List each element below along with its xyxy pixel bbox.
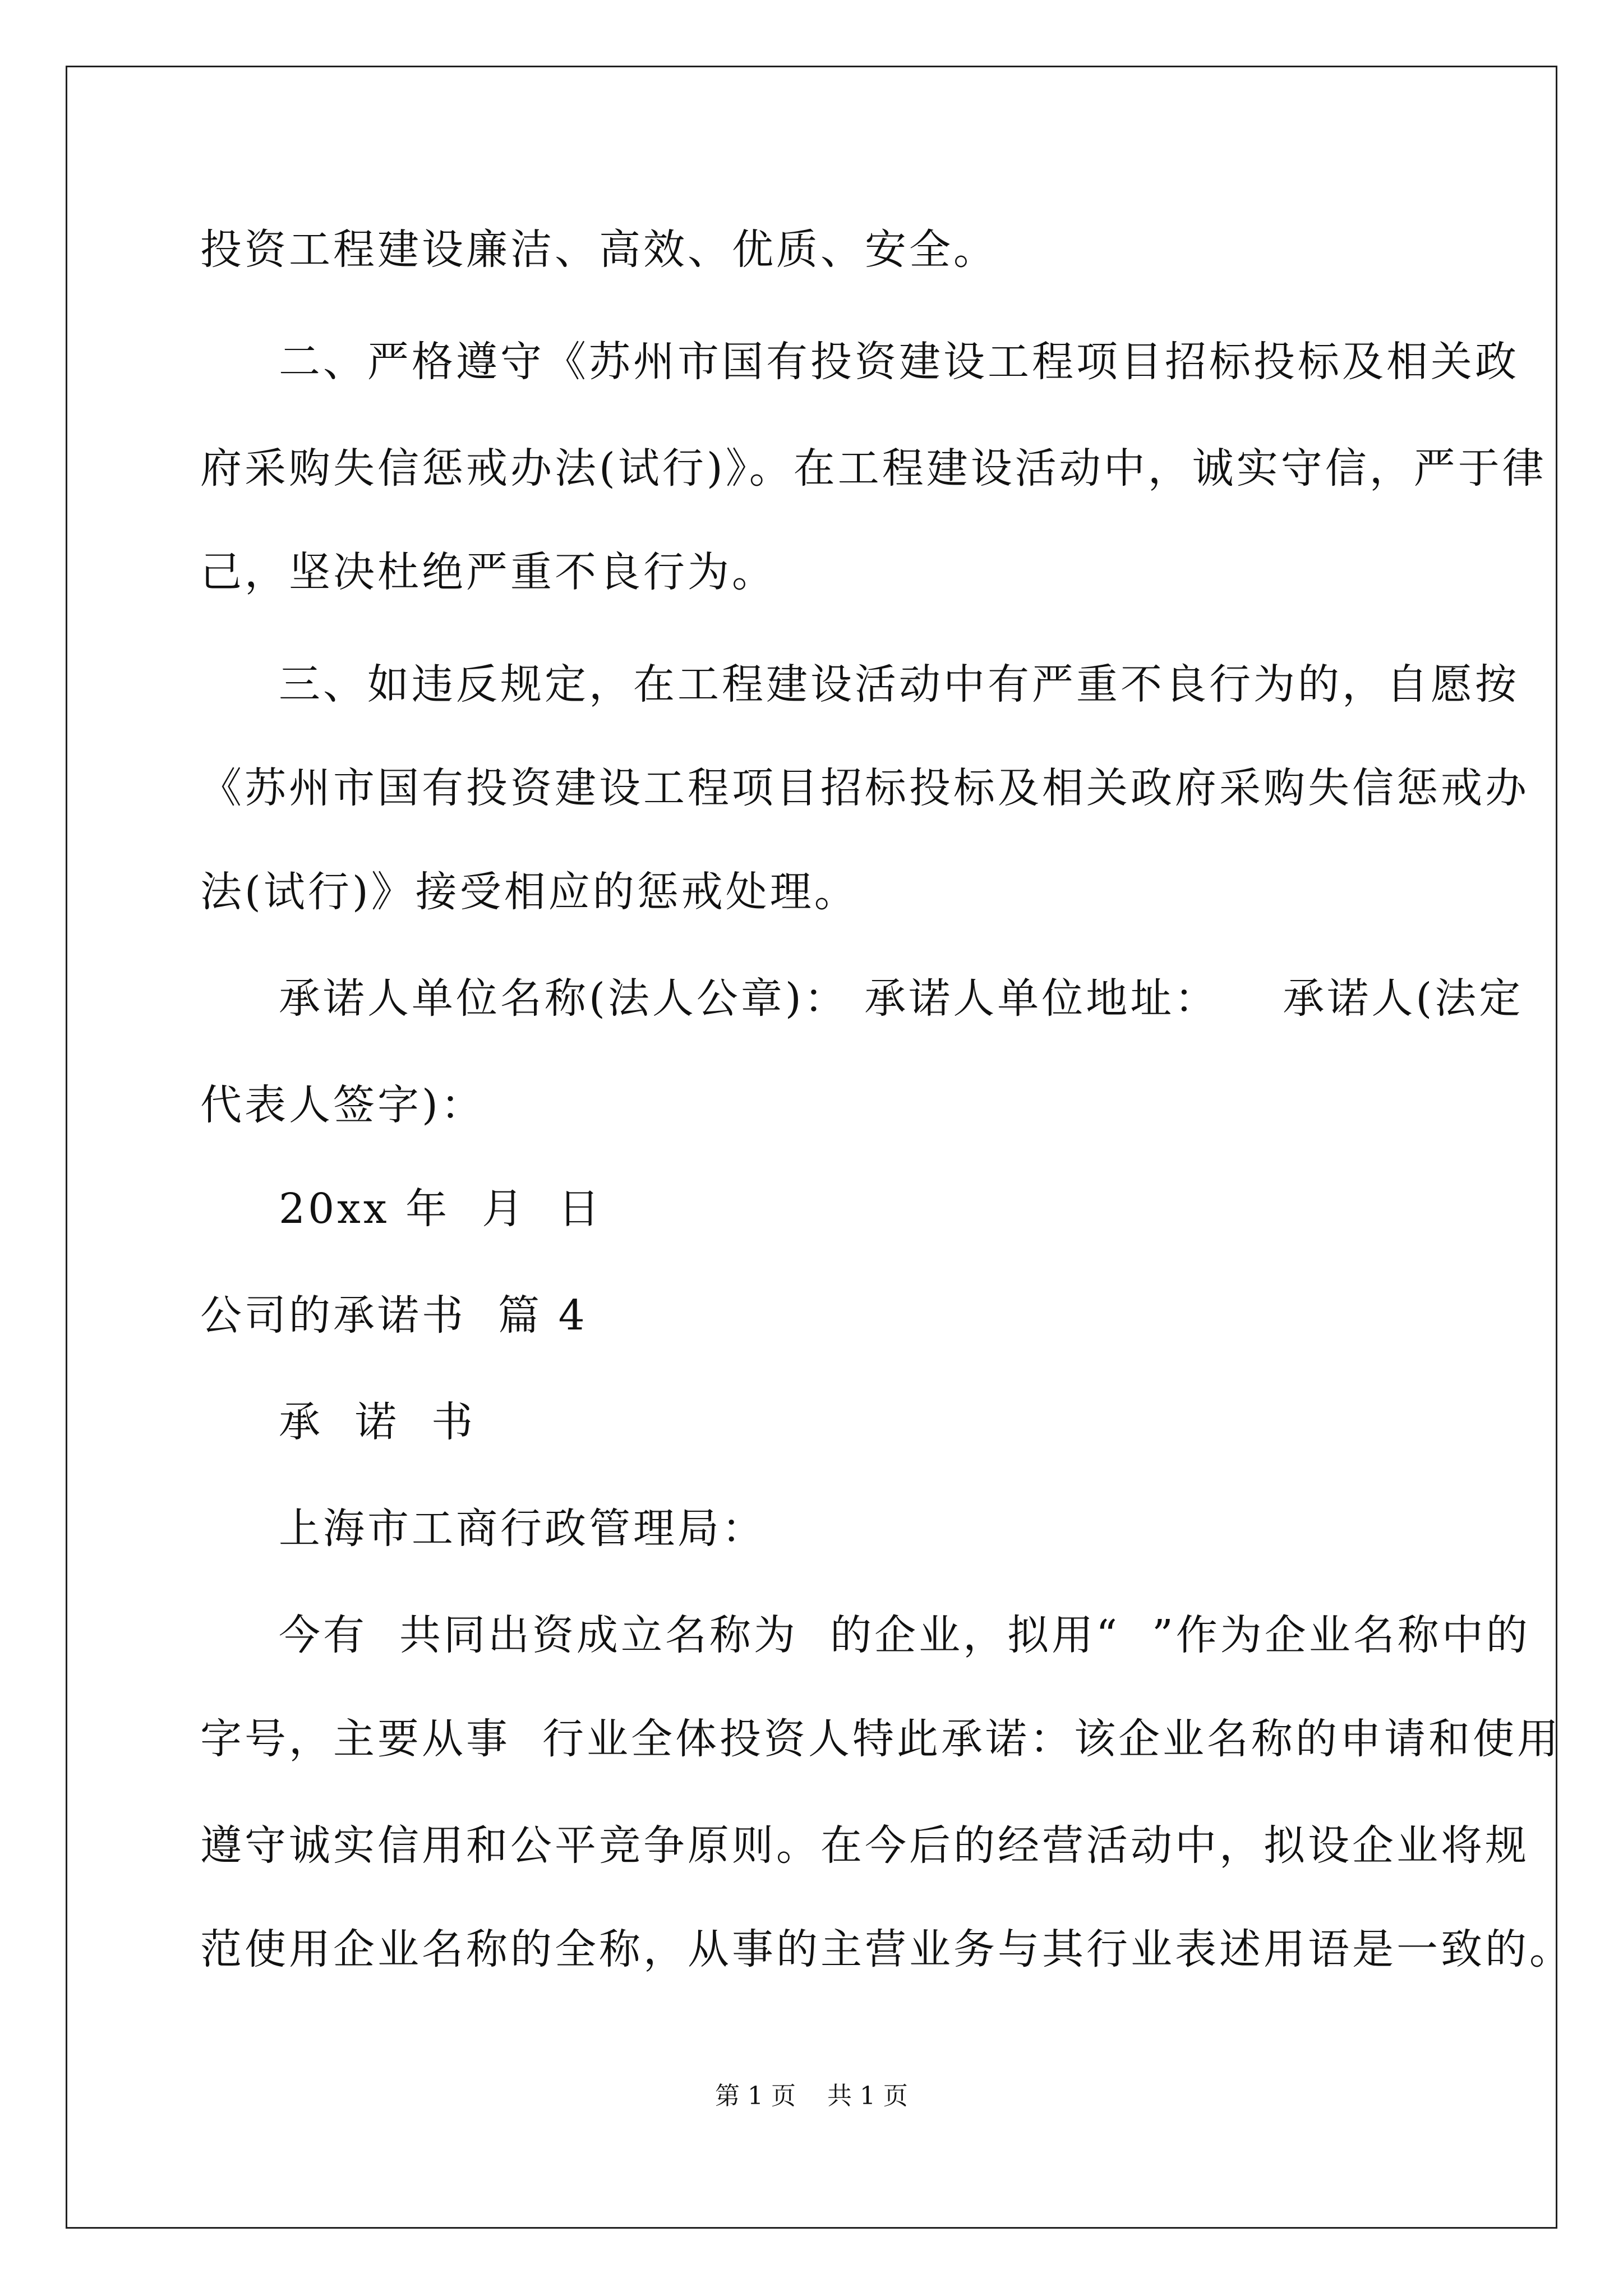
text-line-8: 承诺人单位名称(法人公章)： 承诺人单位地址： 承诺人(法定 [279,974,1524,1023]
text-line-15: 字号，主要从事 行业全体投资人特此承诺：该企业名称的申请和使用 [200,1715,1562,1763]
text-line-14: 今有 共同出资成立名称为 的企业，拟用“ ”作为企业名称中的 [279,1611,1530,1659]
page-footer: 第 1 页 共 1 页 [715,2082,908,2110]
text-line-3: 府采购失信惩戒办法(试行)》。在工程建设活动中，诚实守信，严于律 [200,444,1547,493]
section-heading: 公司的承诺书 篇 4 [200,1291,588,1340]
text-line-4: 己，坚决杜绝严重不良行为。 [200,548,776,596]
addressee-line: 上海市工商行政管理局： [279,1504,766,1553]
text-line-2: 二、严格遵守《苏州市国有投资建设工程项目招标投标及相关政 [279,338,1519,386]
document-title: 承 诺 书 [279,1398,476,1446]
text-line-9: 代表人签字)： [200,1081,485,1129]
text-line-7: 法(试行)》接受相应的惩戒处理。 [200,868,859,916]
text-line-1: 投资工程建设廉洁、高效、优质、安全。 [200,226,998,274]
text-line-16: 遵守诚实信用和公平竞争原则。在今后的经营活动中，拟设企业将规 [200,1821,1529,1870]
text-line-5: 三、如违反规定，在工程建设活动中有严重不良行为的，自愿按 [279,660,1519,708]
date-line: 20xx 年 月 日 [279,1185,603,1233]
text-line-17: 范使用企业名称的全称，从事的主营业务与其行业表述用语是一致的。 [200,1925,1574,1973]
text-line-6: 《苏州市国有投资建设工程项目招标投标及相关政府采购失信惩戒办 [200,764,1529,812]
